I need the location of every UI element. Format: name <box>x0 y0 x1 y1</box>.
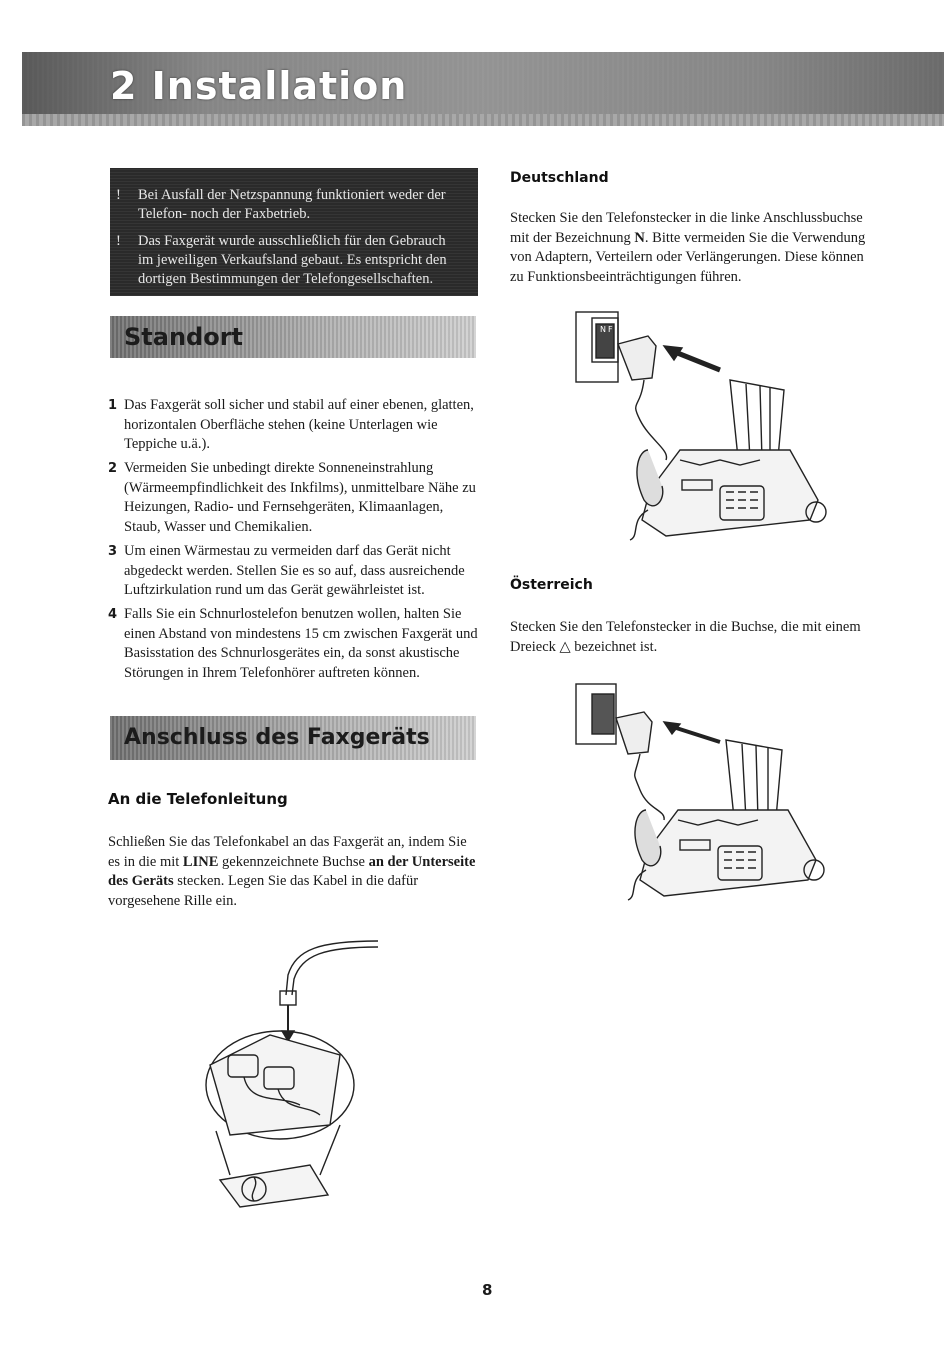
list-text: Vermeiden Sie unbedingt direkte Sonneneinstrahlung (Wärmeempfindlichkeit des Inkfilms), unmittelbare Nähe zu Heizungen, Radio- und Fernsehgeräten, Klimaanlagen, Staub, Wasser und Chemikalien. <box>124 460 476 535</box>
text-segment: bezeichnet ist. <box>570 638 658 655</box>
banner-strip <box>22 114 944 126</box>
plug-icon <box>280 991 296 1005</box>
list-item <box>108 396 478 455</box>
page-number: 8 <box>482 1281 493 1299</box>
warning-box <box>110 168 478 296</box>
list-text: Um einen Wärmestau zu vermeiden darf das Gerät nicht abgedeckt werden. Stellen Sie es so auf, dass ausreichende Luftzirkulation rund um das Gerät gewährleistet ist. <box>124 543 465 598</box>
list-number: 3 <box>108 544 118 559</box>
text-segment: Stecken Sie den Telefonstecker in die Buchse, die mit einem Dreieck <box>510 619 861 655</box>
list-text: Das Faxgerät soll sicher und stabil auf einer ebenen, glatten, horizontalen Oberfläche stehen (keine Unterlagen wie Teppiche u.ä.). <box>124 397 474 452</box>
paper-tray <box>726 740 782 818</box>
oesterreich-title: Österreich <box>510 577 593 593</box>
warning-item <box>116 186 464 224</box>
list-number: 4 <box>108 607 118 622</box>
text-line-label: LINE <box>182 853 219 870</box>
standort-title: Standort <box>124 323 244 351</box>
subsection-title: An die Telefonleitung <box>108 790 288 808</box>
cable-underside-illustration <box>200 935 400 1210</box>
anschluss-title: Anschluss des Faxgeräts <box>124 725 430 750</box>
oesterreich-paragraph <box>510 618 878 657</box>
list-number: 2 <box>108 461 118 476</box>
text-segment: Schließen Sie das Telefonkabel an das Faxgerät an, indem Sie es in die mit <box>108 834 467 870</box>
text-segment: Stecken Sie den Telefonstecker in die linke Anschlussbuchse mit der Bezeichnung <box>510 210 863 246</box>
anschluss-paragraph <box>108 833 476 911</box>
warning-text: Bei Ausfall der Netzspannung funktioniert weder der Telefon- noch der Faxbetrieb. <box>138 187 446 222</box>
warning-mark: ! <box>116 187 121 203</box>
socket-label-f: F <box>608 325 613 334</box>
fax-illustration-deutschland <box>570 300 830 545</box>
list-item <box>108 459 478 537</box>
text-segment: gekennzeichnete Buchse <box>218 853 369 870</box>
text-bold-segment: an der Unterseite des Geräts <box>108 853 476 889</box>
text-segment: stecken. Legen Sie das Kabel in die dafür vorgesehene Rille ein. <box>108 873 419 909</box>
warning-item <box>116 232 464 289</box>
warning-mark: ! <box>116 233 121 249</box>
arrow-icon <box>670 726 720 742</box>
socket-label-n: N <box>600 325 606 334</box>
list-item <box>108 542 478 601</box>
anschluss-header <box>110 716 476 760</box>
paper-tray <box>730 380 784 458</box>
chapter-banner <box>22 52 944 126</box>
warning-text: Das Faxgerät wurde ausschließlich für den Gebrauch im jeweiligen Verkaufsland gebaut. Es entspricht den dortigen Bestimmungen der Telefongesellschaften. <box>138 233 447 287</box>
standort-header <box>110 316 476 358</box>
list-number: 1 <box>108 398 118 413</box>
list-text: Falls Sie ein Schnurlostelefon benutzen wollen, halten Sie einen Abstand von mindestens 15 cm zwischen Faxgerät und Basisstation des Schnurlosgerätes ein, da sonst akustische Störungen in Ihrem Telefonhörer auftreten können. <box>124 606 478 681</box>
text-bold-segment: N <box>634 229 645 246</box>
list-item <box>108 605 478 683</box>
text-segment: . Bitte vermeiden Sie die Verwendung von Adaptern, Verteilern oder Verlängerungen. Diese können zu Funktionsbeeinträchtigungen führen. <box>510 229 866 285</box>
deutschland-paragraph <box>510 209 878 287</box>
deutschland-title: Deutschland <box>510 170 609 186</box>
fax-illustration-oesterreich <box>570 670 830 905</box>
triangle-icon: △ <box>559 638 571 655</box>
chapter-title: 2 Installation <box>110 64 408 108</box>
